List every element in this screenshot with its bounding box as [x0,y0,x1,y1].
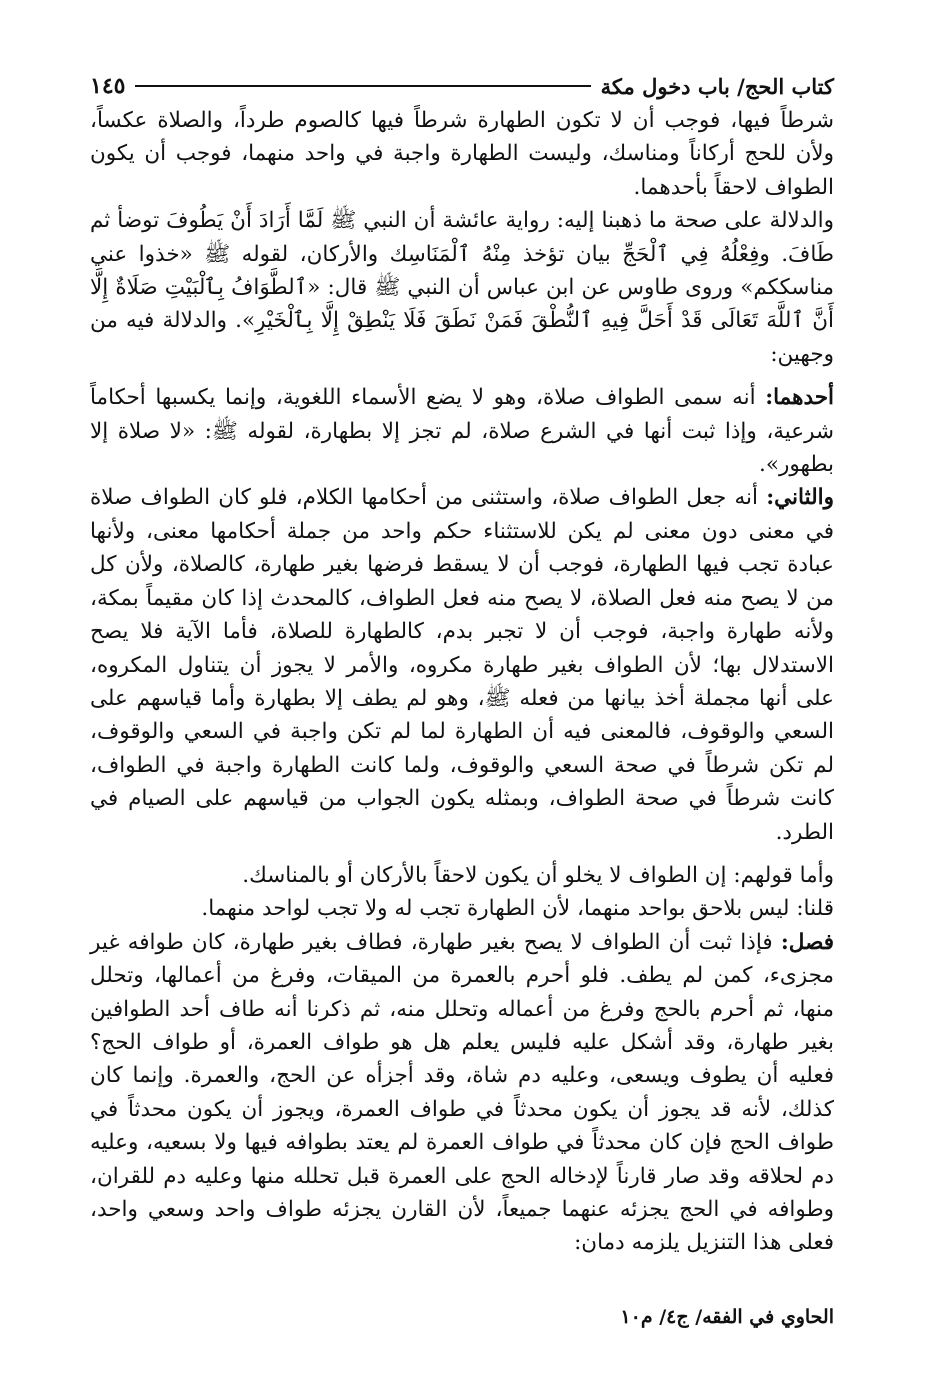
running-header [90,68,834,104]
paragraph [90,104,834,204]
paragraph [90,381,834,481]
paragraph-text: أنه جعل الطواف صلاة، واستثنى من أحكامها الكلام، فلو كان الطواف صلاة في معنى دون معنى لم يكن للاستثناء حكم واحد من جملة أحكامها معنى، ولأنها عبادة تجب فيها الطهارة، فوجب أن لا يسقط فرضها بغير طهارة، كالصلاة، ولأن كل من لا يصح منه فعل الصلاة، لا يصح منه فعل الطواف، كالمحدث إذا كان مقيماً بمكة، ولأنه طهارة واجبة، فوجب أن لا تجبر بدم، كالطهارة للصلاة، فأما الآية فلا يصح الاستدلال بها؛ لأن الطواف بغير طهارة مكروه، والأمر لا يجوز أن يتناول المكروه، على أنها مجملة أخذ بيانها من فعله ﷺ، وهو لم يطف إلا بطهارة وأما قياسهم على السعي والوقوف، فالمعنى فيه أن الطهارة لما لم تكن واجبة في السعي والوقوف، لم تكن شرطاً في صحة السعي والوقوف، ولما كانت الطهارة واجبة في الطواف، كانت شرطاً في صحة الطواف، وبمثله يكون الجواب من قياسهم على الصيام في الطرد. [90,485,834,845]
paragraph [90,926,834,1260]
paragraph-text: قلنا: ليس بلاحق بواحد منهما، لأن الطهارة تجب له ولا تجب لواحد منهما. [201,896,834,922]
paragraph [90,481,834,848]
paragraph-text: وأما قولهم: إن الطواف لا يخلو أن يكون لاحقاً بالأركان أو بالمناسك. [242,862,834,888]
paragraph-lead: أحدهما: [765,385,834,411]
paragraph-gap [90,849,834,859]
page-number: ١٤٥ [90,73,126,99]
paragraph-lead: والثاني: [766,485,834,511]
paragraph-text: فإذا ثبت أن الطواف لا يصح بغير طهارة، فطاف بغير طهارة، كان طوافه غير مجزىء، كمن لم يطف. فلو أحرم بالعمرة من الميقات، وفرغ من أعمالها، وتحلل منها، ثم أحرم بالحج وفرغ من أعماله وتحلل منه، ثم ذكرنا أنه طاف أحد الطوافين بغير طهارة، وقد أشكل عليه فليس يعلم هل هو طواف العمرة، أو طواف الحج؟ فعليه أن يطوف ويسعى، وعليه دم شاة، وقد أجزأه عن الحج، والعمرة. وإنما كان كذلك، لأنه قد يجوز أن يكون محدثاً في طواف العمرة، ويجوز أن يكون محدثاً في طواف الحج فإن كان محدثاً في طواف العمرة لم يعتد بطوافه فيها ولا بسعيه، وعليه دم لحلاقه وقد صار قارناً لإدخاله الحج على العمرة قبل تحلله منها وعليه دم للقران، وطوافه في الحج يجزئه عنهما جميعاً، لأن القارن يجزئه طواف واحد وسعي واحد، فعلى هذا التنزيل يلزمه دمان: [90,929,834,1256]
header-rule [135,85,590,87]
page-body [90,104,834,1260]
paragraph [90,859,834,892]
paragraph [90,892,834,925]
footer-signature: الحاوي في الفقه/ ج٤/ م١٠ [620,1306,834,1328]
paragraph [90,204,834,371]
paragraph-lead: فصل: [780,929,834,955]
paragraph-text: شرطاً فيها، فوجب أن لا تكون الطهارة شرطاً فيها كالصوم طرداً، والصلاة عكساً، ولأن للحج أركاناً ومناسك، وليست الطهارة واجبة في واحد منهما، فوجب أن يكون الطواف لاحقاً بأحدهما. [90,108,834,200]
paragraph-text: أنه سمى الطواف صلاة، وهو لا يضع الأسماء اللغوية، وإنما يكسبها أحكاماً شرعية، وإذا ثبت أنها في الشرع صلاة، لم تجز إلا بطهارة، لقوله ﷺ: «لا صلاة إلا بطهور». [90,385,834,478]
running-title: كتاب الحج/ باب دخول مكة [600,73,834,99]
paragraph-text: والدلالة على صحة ما ذهبنا إليه: رواية عائشة أن النبي ﷺ لَمَّا أَرَادَ أَنْ يَطُوفَ توضأ ثم طَافَ. وفِعْلُهُ فِي ٱلْحَجِّ بيان تؤخذ مِنْهُ ٱلْمَنَاسِك والأركان، لقوله ﷺ «خذوا عني مناسككم» وروى طاوس عن ابن عباس أن النبي ﷺ قال: «ٱلطَّوَافُ بِٱلْبَيْتِ صَلَاةٌ إِلَّا أَنَّ ٱللَّهَ تَعَالَى قَدْ أَحَلَّ فِيهِ ٱلنُّطْقَ فَمَنْ نَطَقَ فَلَا يَنْطِقْ إِلَّا بِٱلْخَيْرِ». والدلالة فيه من وجهين: [90,208,834,367]
paragraph-gap [90,371,834,381]
